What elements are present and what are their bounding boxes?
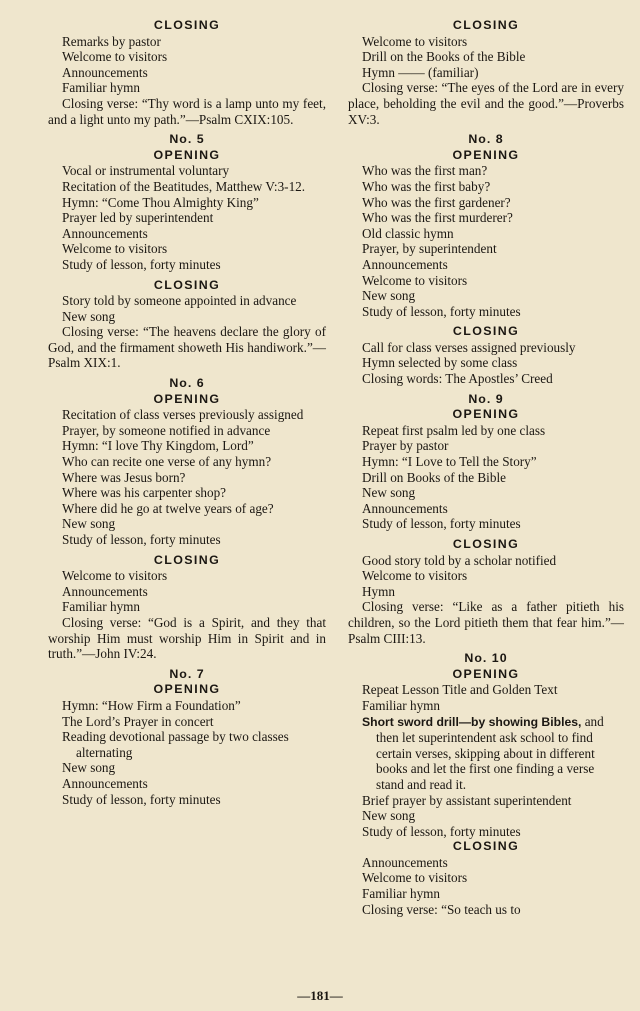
closing-verse: Closing verse: “Like as a father pitieth his children, so the Lord pitieth them that fear him.”—Psalm CIII:13. — [348, 599, 624, 646]
left-column — [48, 18, 326, 807]
section-heading: OPENING — [452, 666, 520, 681]
program-item: Story told by someone appointed in advance — [62, 293, 297, 309]
program-item: New song — [362, 485, 416, 501]
program-item: Hymn —— (familiar) — [362, 64, 479, 80]
program-item: Closing words: The Apostles’ Creed — [362, 371, 553, 387]
closing-verse: Closing verse: “God is a Spirit, and they that worship Him must worship Him in Spirit and in truth.”—John IV:24. — [48, 614, 326, 662]
program-item: Vocal or instrumental voluntary — [62, 163, 230, 179]
program-item: Recitation of class verses previously assigned — [62, 407, 304, 423]
section-heading: OPENING — [452, 147, 520, 162]
program-number: No. 6 — [169, 376, 205, 391]
section-heading: CLOSING — [452, 324, 520, 339]
program-item: Welcome to visitors — [362, 870, 468, 886]
program-item: New song — [362, 808, 416, 824]
program-item: Study of lesson, forty minutes — [362, 303, 521, 319]
section-heading: OPENING — [153, 682, 221, 697]
right-column — [348, 18, 624, 917]
program-number: No. 7 — [169, 666, 205, 681]
program-item: Welcome to visitors — [62, 568, 168, 584]
section-heading: CLOSING — [452, 839, 520, 854]
closing-verse: Closing verse: “The heavens declare the glory of God, and the firmament showeth His handiwork.”—Psalm XIX:1. — [48, 324, 326, 371]
program-item: Familiar hymn — [362, 886, 441, 902]
program-item: Who was the first gardener? — [362, 194, 511, 210]
program-number: No. 5 — [169, 132, 205, 147]
program-item: Announcements — [362, 500, 448, 516]
sword-drill-item — [348, 714, 624, 793]
program-item: Recitation of the Beatitudes, Matthew V:3-12. — [62, 178, 306, 194]
program-item: Brief prayer by assistant superintendent — [362, 792, 572, 808]
program-item: Hymn: “Come Thou Almighty King” — [62, 194, 259, 210]
program-item: New song — [62, 760, 116, 776]
program-item: Prayer, by superintendent — [362, 241, 497, 257]
program-item: Hymn selected by some class — [362, 355, 518, 371]
program-item: Where did he go at twelve years of age? — [62, 500, 274, 516]
program-item: Call for class verses assigned previously — [362, 339, 576, 355]
program-item: New song — [62, 516, 116, 532]
program-item: Hymn: “How Firm a Foundation” — [62, 697, 241, 713]
program-item: Announcements — [62, 225, 148, 241]
program-item: Study of lesson, forty minutes — [362, 823, 521, 839]
program-item: The Lord’s Prayer in concert — [62, 713, 214, 729]
program-item: Familiar hymn — [62, 599, 141, 615]
program-item: Prayer by pastor — [362, 438, 449, 454]
section-heading: OPENING — [153, 391, 221, 406]
program-item: Repeat first psalm led by one class — [362, 422, 546, 438]
program-item: Announcements — [62, 775, 148, 791]
program-item: Study of lesson, forty minutes — [62, 532, 221, 547]
program-item: Familiar hymn — [62, 80, 141, 96]
program-item: Good story told by a scholar notified — [362, 552, 557, 568]
program-item: Who was the first baby? — [362, 178, 491, 194]
program-item: Drill on Books of the Bible — [362, 469, 506, 485]
closing-verse: Closing verse: “So teach us to — [362, 901, 521, 917]
program-item: Repeat Lesson Title and Golden Text — [362, 682, 558, 698]
section-heading: CLOSING — [153, 552, 221, 567]
program-item: Familiar hymn — [362, 697, 441, 713]
closing-verse: Closing verse: “Thy word is a lamp unto my feet, and a light unto my path.”—Psalm CXIX:105. — [48, 95, 326, 127]
program-item: Welcome to visitors — [62, 241, 168, 257]
program-item: New song — [62, 308, 116, 324]
program-item: Welcome to visitors — [362, 568, 468, 584]
program-item: Study of lesson, forty minutes — [62, 791, 221, 807]
program-item: Welcome to visitors — [362, 33, 468, 49]
program-item: Reading devotional passage by two classes alternating — [62, 729, 289, 760]
program-item: Announcements — [62, 583, 148, 599]
section-heading: OPENING — [153, 147, 221, 162]
closing-verse: Closing verse: “The eyes of the Lord are in every place, beholding the evil and the good.”—Proverbs XV:3. — [348, 80, 624, 127]
program-item: Study of lesson, forty minutes — [362, 516, 521, 532]
program-item: Welcome to visitors — [362, 272, 468, 288]
program-item: Who was the first man? — [362, 163, 488, 179]
section-heading: CLOSING — [452, 18, 520, 32]
program-item: Who was the first murderer? — [362, 210, 513, 226]
program-item: Where was his carpenter shop? — [62, 485, 227, 501]
program-number: No. 10 — [464, 651, 508, 666]
program-item: Announcements — [362, 854, 448, 870]
program-item: Remarks by pastor — [62, 33, 161, 49]
program-item: Prayer, by someone notified in advance — [62, 422, 271, 438]
section-heading: OPENING — [452, 407, 520, 422]
program-item: Hymn: “I love Thy Kingdom, Lord” — [62, 438, 254, 454]
program-item: Announcements — [362, 256, 448, 272]
program-item: Hymn — [362, 583, 395, 599]
program-item: New song — [362, 288, 416, 304]
section-heading: CLOSING — [153, 277, 221, 292]
program-item: Old classic hymn — [362, 225, 454, 241]
page-number: —181— — [297, 988, 343, 1003]
program-number: No. 8 — [468, 132, 504, 147]
sword-drill-bold: Short sword drill—by showing Bibles, — [362, 714, 582, 729]
program-item: Drill on the Books of the Bible — [362, 49, 526, 65]
program-item: Hymn: “I Love to Tell the Story” — [362, 454, 537, 470]
program-item: Announcements — [62, 64, 148, 80]
program-item: Prayer led by superintendent — [62, 210, 214, 226]
sword-drill-text: and then let superintendent ask school to find certain verses, skipping about in different books and let the first one finding a verse stand and read it. — [376, 713, 604, 792]
program-number: No. 9 — [468, 391, 504, 406]
program-item: Study of lesson, forty minutes — [62, 256, 221, 272]
program-item: Who can recite one verse of any hymn? — [62, 454, 272, 470]
section-heading: CLOSING — [153, 18, 221, 32]
program-item: Where was Jesus born? — [62, 469, 186, 485]
program-item: Welcome to visitors — [62, 49, 168, 65]
section-heading: CLOSING — [452, 537, 520, 551]
